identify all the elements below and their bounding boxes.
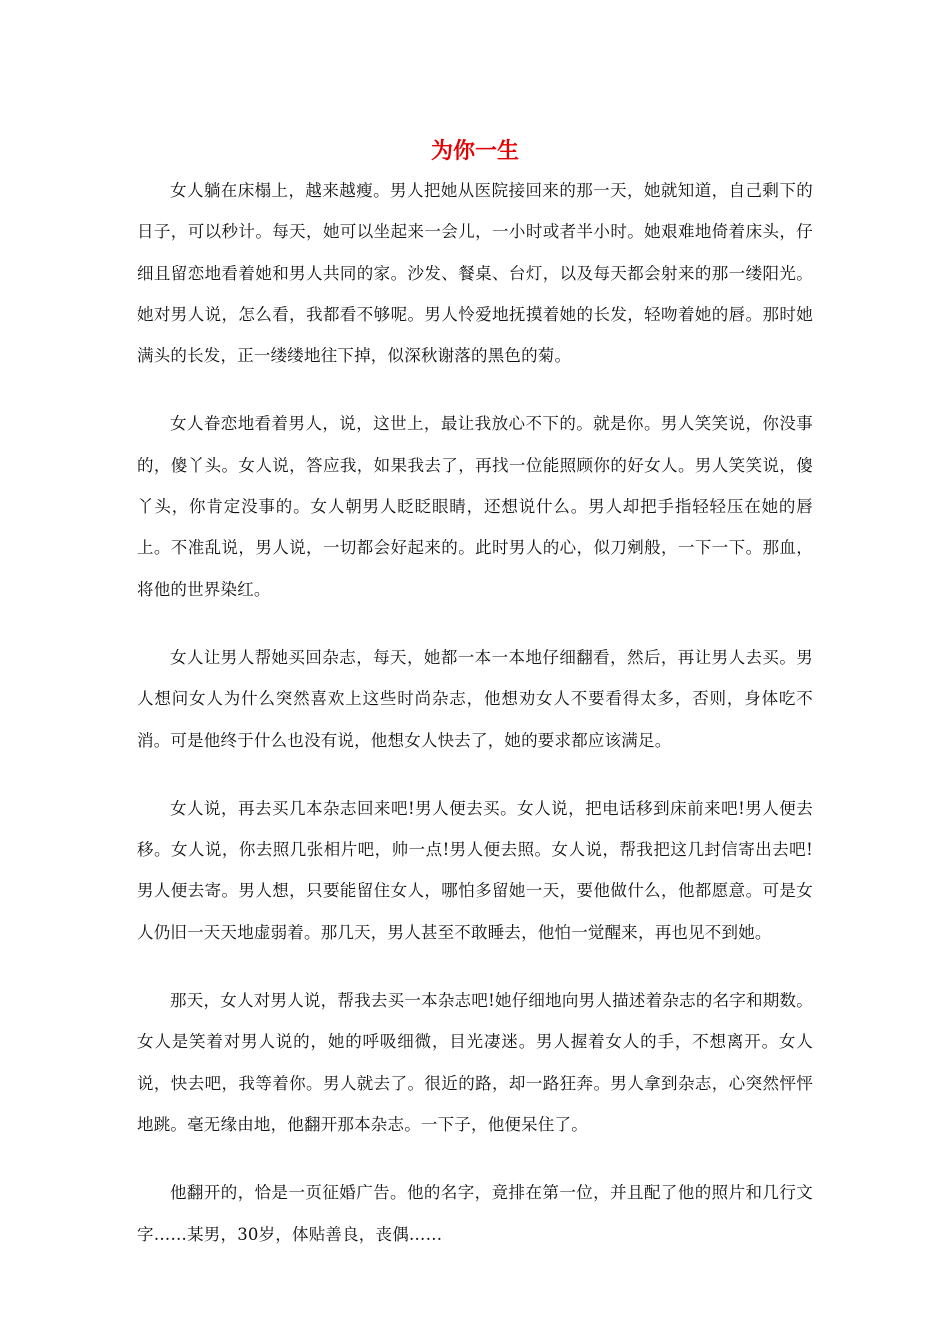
paragraph: 女人躺在床榻上，越来越瘦。男人把她从医院接回来的那一天，她就知道，自己剩下的日子，可以秒计。每天，她可以坐起来一会儿，一小时或者半小时。她艰难地倚着床头，仔细且留恋地看着她和男人共同的家。沙发、餐桌、台灯，以及每天都会射来的那一缕阳光。她对男人说，怎么看，我都看不够呢。男人怜爱地抚摸着她的长发，轻吻着她的唇。那时她满头的长发，正一缕缕地往下掉，似深秋谢落的黑色的菊。	[137, 181, 813, 366]
paragraph: 那天，女人对男人说，帮我去买一本杂志吧!她仔细地向男人描述着杂志的名字和期数。女人是笑着对男人说的，她的呼吸细微，目光凄迷。男人握着女人的手，不想离开。女人说，快去吧，我等着你。男人就去了。很近的路，却一路狂奔。男人拿到杂志，心突然怦怦地跳。毫无缘由地，他翻开那本杂志。一下子，他便呆住了。	[137, 991, 813, 1134]
article-body	[137, 170, 813, 1282]
paragraph: 女人眷恋地看着男人，说，这世上，最让我放心不下的。就是你。男人笑笑说，你没事的，傻丫头。女人说，答应我，如果我去了，再找一位能照顾你的好女人。男人笑笑说，傻丫头，你肯定没事的。女人朝男人眨眨眼睛，还想说什么。男人却把手指轻轻压在她的唇上。不准乱说，男人说，一切都会好起来的。此时男人的心，似刀剜般，一下一下。那血，将他的世界染红。	[137, 414, 813, 599]
paragraph: 女人说，再去买几本杂志回来吧!男人便去买。女人说，把电话移到床前来吧!男人便去移。女人说，你去照几张相片吧，帅一点!男人便去照。女人说，帮我把这几封信寄出去吧!男人便去寄。男人想，只要能留住女人，哪怕多留她一天，要他做什么，他都愿意。可是女人仍旧一天天地虚弱着。那几天，男人甚至不敢睡去，他怕一觉醒来，再也见不到她。	[137, 798, 813, 942]
paragraph: 女人让男人帮她买回杂志，每天，她都一本一本地仔细翻看，然后，再让男人去买。男人想问女人为什么突然喜欢上这些时尚杂志，他想劝女人不要看得太多，否则，身体吃不消。可是他终于什么也没有说，他想女人快去了，她的要求都应该满足。	[137, 647, 813, 750]
paragraph: 他翻开的，恰是一页征婚广告。他的名字，竟排在第一位，并且配了他的照片和几行文字……某男，30岁，体贴善良，丧偶……	[137, 1183, 813, 1244]
page-title: 为你一生	[430, 137, 519, 164]
